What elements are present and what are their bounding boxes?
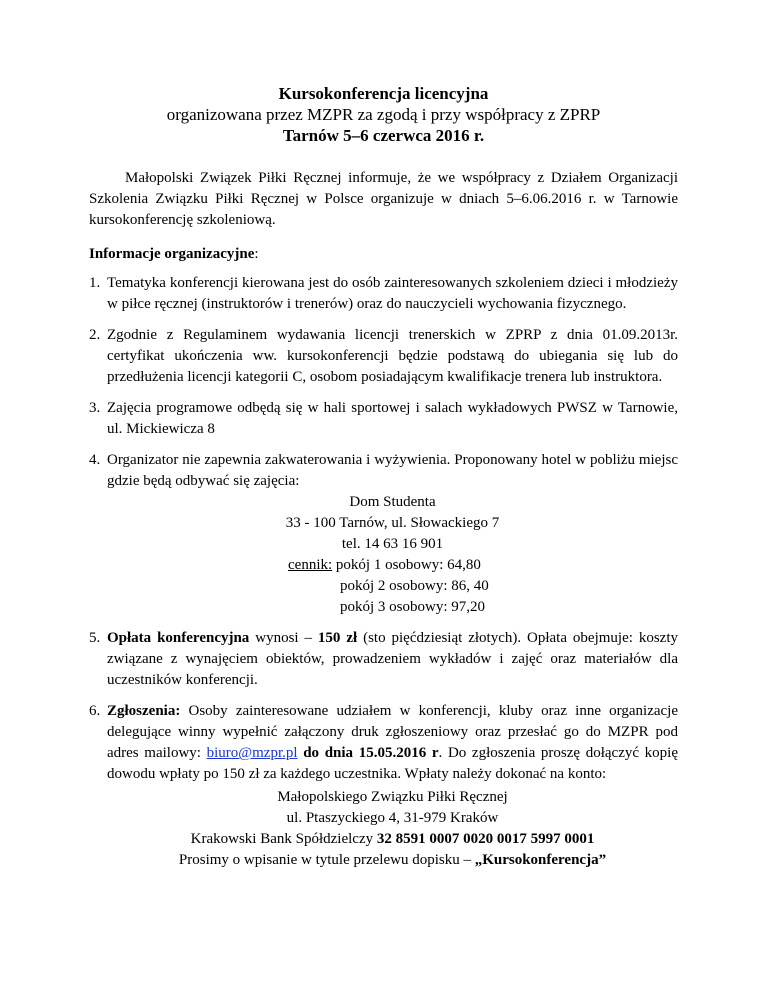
list-item — [89, 628, 678, 691]
title-line-1: Kursokonferencja licencyjna — [278, 84, 489, 103]
transfer-title: „Kursokonferencja” — [474, 852, 607, 868]
intro-paragraph: Małopolski Związek Piłki Ręcznej informuje, że we współpracy z Działem Organizacji Szkolenia Związku Piłki Ręcznej w Polsce organizuje w dniach 5–6.06.2016 r. w Tarnowie kursokonferencję szkoleniową. — [89, 170, 678, 228]
list-item-number: 4. — [89, 452, 101, 468]
price-list-label: cennik: — [288, 557, 333, 573]
list-item-text: Organizator nie zapewnia zakwaterowania i wyżywienia. Proponowany hotel w pobliżu miejsc gdzie będą odbywać się zajęcia: — [107, 452, 678, 489]
hotel-address: 33 - 100 Tarnów, ul. Słowackiego 7 — [285, 515, 500, 531]
price-row-2: pokój 2 osobowy: 86, 40 — [340, 578, 489, 594]
fee-amount: 150 zł — [317, 630, 358, 646]
list-item-text: Tematyka konferencji kierowana jest do osób zainteresowanych szkoleniem dzieci i młodzieży w piłce ręcznej (instruktorów i trenerów) oraz do nauczycieli wychowania fizycznego. — [107, 275, 678, 312]
section-heading — [89, 244, 678, 265]
list-item-number: 1. — [89, 275, 101, 291]
list-item-text: Zgodnie z Regulaminem wydawania licencji trenerskich w ZPRP z dnia 01.09.2013r. certyfikat ukończenia ww. kursokonferencji będzie podstawą do ubiegania się lub do przedłużenia licencji kategorii C, osobom posiadającym kwalifikacje trenera lub instruktora. — [107, 327, 678, 385]
section-heading-colon: : — [254, 246, 259, 262]
list-item — [89, 701, 678, 871]
section-heading-label: Informacje organizacyjne — [89, 246, 255, 262]
hotel-block — [107, 492, 678, 555]
account-address: ul. Ptaszyckiego 4, 31-979 Kraków — [286, 810, 499, 826]
applications-text-a: Osoby zainteresowane udziałem w konferencji, kluby oraz inne organizacje delegujące winny wypełnić załączony druk zgłoszeniowy oraz przesłać go do MZPR pod adres mailowy: — [107, 703, 678, 761]
hotel-name: Dom Studenta — [349, 494, 436, 510]
title-line-3: Tarnów 5–6 czerwca 2016 r. — [282, 126, 485, 145]
fee-text-b: (sto pięćdziesiąt złotych). Opłata obejmuje: koszty związane z wynajęciem obiektów, prowadzeniem wykładów i zajęć oraz materiałów dla uczestników konferencji. — [107, 630, 678, 688]
list-item-number: 2. — [89, 327, 101, 343]
fee-label: Opłata konferencyjna — [107, 630, 250, 646]
email-link[interactable]: biuro@mzpr.pl — [206, 745, 298, 761]
title-line-2: organizowana przez MZPR za zgodą i przy współpracy z ZPRP — [166, 105, 601, 124]
applications-label: Zgłoszenia: — [107, 703, 181, 719]
list-item-number: 5. — [89, 630, 101, 646]
bank-name: Krakowski Bank Spółdzielczy — [190, 831, 377, 847]
fee-text-a: wynosi – — [249, 630, 318, 646]
applications-text-b: . Do zgłoszenia proszę dołączyć kopię dowodu wpłaty po 150 zł za każdego uczestnika. Wpłaty należy dokonać na konto: — [107, 745, 678, 782]
bank-account-number: 32 8591 0007 0020 0017 5997 0001 — [376, 831, 595, 847]
applications-deadline: do dnia 15.05.2016 r — [297, 745, 439, 761]
document-title — [89, 83, 678, 146]
list-item-number: 3. — [89, 400, 101, 416]
transfer-note: Prosimy o wpisanie w tytule przelewu dopisku – — [178, 852, 475, 868]
list-item-text: Zajęcia programowe odbędą się w hali sportowej i salach wykładowych PWSZ w Tarnowie, ul. Mickiewicza 8 — [107, 400, 678, 437]
list-item — [89, 273, 678, 315]
list-item — [89, 398, 678, 440]
hotel-phone: tel. 14 63 16 901 — [341, 536, 444, 552]
info-list — [89, 273, 678, 871]
price-row-1: pokój 1 osobowy: 64,80 — [335, 557, 481, 573]
account-name: Małopolskiego Związku Piłki Ręcznej — [277, 789, 508, 805]
price-row-3: pokój 3 osobowy: 97,20 — [340, 599, 486, 615]
bank-details — [107, 787, 678, 871]
list-item-number: 6. — [89, 703, 101, 719]
price-list — [288, 555, 678, 618]
list-item — [89, 450, 678, 618]
list-item — [89, 325, 678, 388]
